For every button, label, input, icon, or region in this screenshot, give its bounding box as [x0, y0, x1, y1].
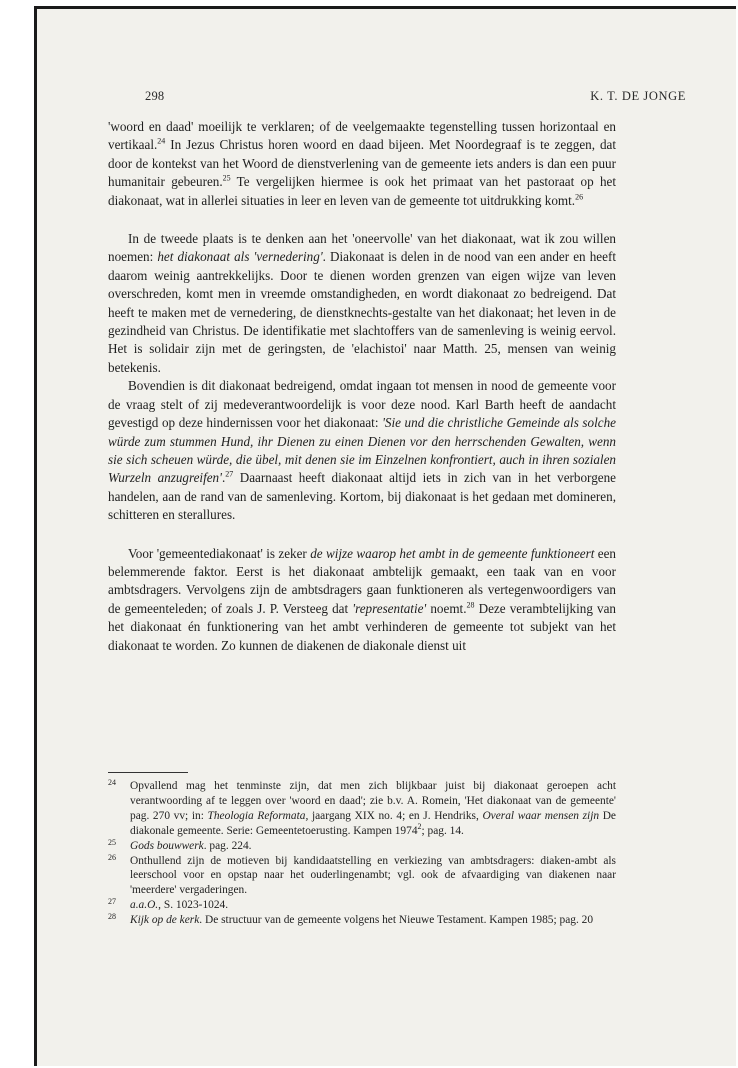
- footnote: [108, 913, 616, 928]
- text-run: ; pag. 14.: [421, 824, 464, 837]
- text-run: Onthullend zijn de motieven bij kandidaatstelling en verkiezing van ambtsdragers: diaken-ambt als leerschool voor en opstap naar het ouderlingenambt; vgl. ook de afvaardiging van diakenen naar 'meerdere' vergaderingen.: [130, 854, 616, 897]
- footnote-number: 27: [108, 897, 116, 907]
- footnote-text: [130, 898, 616, 913]
- text-run: noemt.: [426, 600, 467, 616]
- footnote-text: [130, 779, 616, 839]
- footnote-text: [130, 839, 616, 854]
- italic-text: het diakonaat als 'vernedering': [157, 249, 323, 265]
- footnote-ref: 27: [225, 469, 234, 479]
- text-run: Daarnaast heeft diakonaat altijd iets in zich van in het verborgene handelen, aan de rand van de samenleving. Kortom, bij diakonaat is het gedaan met domineren, schitteren en sterallures.: [108, 470, 616, 523]
- paragraph: [108, 118, 616, 210]
- footnote-rule: [108, 772, 188, 773]
- text-run: Opvallend mag het tenminste zijn, dat men zich blijkbaar juist bij diakonaat geroepen acht verantwoording af te leggen over 'woord en daad'; zie b.v. A. Romein, 'Het diakonaat van de gemeente' pag. 270 vv; in:: [130, 780, 616, 822]
- footnote-ref: 28: [466, 600, 475, 610]
- running-author: K. T. DE JONGE: [590, 89, 686, 103]
- footnote-ref: 2: [417, 821, 422, 831]
- text-run: . De structuur van de gemeente volgens het Nieuwe Testament. Kampen 1985; pag. 20: [199, 914, 594, 927]
- body-text: [108, 118, 616, 655]
- footnote-ref: 26: [575, 192, 584, 202]
- text-run: 'woord en daad' moeilijk te verklaren; of de veelgemaakte tegenstelling tussen horizontaal en vertikaal.: [108, 119, 616, 153]
- italic-text: Kijk op de kerk: [130, 914, 200, 927]
- footnote-ref: 25: [222, 173, 231, 183]
- footnote-text: [130, 854, 616, 899]
- footnote: [108, 854, 616, 899]
- italic-text: Overal waar mensen zijn: [482, 809, 600, 822]
- text-run: . Diakonaat is delen in de nood van een ander en heeft daarom weinig aantrekkelijks. Door te dienen worden grenzen van eigen wijze van leven overschreden, komt men in vreemde omstandigheden, en wordt diakonaat zo bedreigend. Dat heeft te maken met de vernedering, de dienstknechts-gestalte van het diakonaat; het leven in de gezindheid van Christus. De identifikatie met slachtoffers van de samenleving is weinig eervol. Het is solidair zijn met de geringsten, de 'elachistoi' naar Matth. 25, mensen van weinig betekenis.: [108, 249, 616, 375]
- italic-text: Gods bouwwerk: [130, 839, 204, 852]
- text-run: De diakonale gemeente. Serie: Gemeentetoerusting. Kampen 1974: [130, 809, 616, 837]
- italic-text: Theologia Reformata,: [207, 809, 309, 822]
- italic-text: de wijze waarop het ambt in de gemeente funktioneert: [310, 545, 595, 561]
- footnote-text: [130, 913, 616, 928]
- footnote-number: 28: [108, 912, 116, 922]
- page-number: 298: [145, 89, 165, 103]
- footnote: [108, 779, 616, 839]
- text-run: Bovendien is dit diakonaat bedreigend, omdat ingaan tot mensen in nood de gemeente voor de vraag stelt of zij medeverantwoordelijk is voor deze nood. Karl Barth heeft de aandacht gevestigd op deze hindernissen voor het diakonaat:: [108, 378, 616, 431]
- italic-text: 'representatie': [352, 600, 427, 616]
- footnote-ref: 24: [157, 137, 166, 147]
- text-run: Deze verambtelijking van het diakonaat én funktionering van het ambt verhinderen de gemeente tot subjekt van het diakonaat te worden. Zo kunnen de diakenen de diakonale dienst uit: [108, 600, 616, 653]
- text-run: , S. 1023-1024.: [158, 899, 229, 912]
- text-run: een belemmerende faktor. Eerst is het diakonaat ambtelijk gemaakt, een taak van en voor ambtsdragers. Vervolgens zijn de ambtsdragers gaan funktioneren als vertegenwoordigers van de gemeenteleden; of zoals J. P. Versteeg dat: [108, 545, 617, 616]
- section-gap: [108, 525, 616, 545]
- italic-text: a.a.O.: [130, 899, 159, 912]
- text-run: . pag. 224.: [203, 839, 252, 852]
- text-run: jaargang XIX no. 4; en J. Hendriks,: [308, 809, 483, 822]
- text-run: In Jezus Christus horen woord en daad bijeen. Met Noordegraaf is te zeggen, dat door de kontekst van het Woord de dienstverlening van de gemeente iets anders is dan een puur humanitair gebeuren.: [108, 137, 616, 190]
- text-run: Voor 'gemeentediakonaat' is zeker: [128, 545, 311, 561]
- footnotes: [108, 772, 616, 928]
- footnote-number: 24: [108, 778, 116, 787]
- text-run: .: [221, 470, 226, 486]
- footnote: [108, 839, 616, 854]
- footnote-number: 26: [108, 852, 116, 862]
- section-gap: [108, 210, 616, 230]
- paragraph: [108, 230, 616, 377]
- text-run: Te vergelijken hiermee is ook het primaat van het pastoraat op het diakonaat, wat in allerlei situaties in leer en leven van de gemeente tot uitdrukking komt.: [108, 174, 617, 208]
- footnote: [108, 898, 616, 913]
- paragraph: [108, 377, 616, 524]
- italic-text: 'Sie und die christliche Gemeinde als solche würde zum stummen Hund, ihr Dienen zu einen Dienen vor den herrschenden Gewalten, wenn sie sich scheuen würde, die übel, mit denen sie im Einzelnen konfrontiert, auch in ihren sozialen Wurzeln anzugreifen': [108, 415, 616, 486]
- footnote-number: 25: [108, 837, 116, 847]
- paragraph: [108, 545, 616, 655]
- text-run: In de tweede plaats is te denken aan het 'oneervolle' van het diakonaat, wat ik zou willen noemen:: [108, 231, 616, 265]
